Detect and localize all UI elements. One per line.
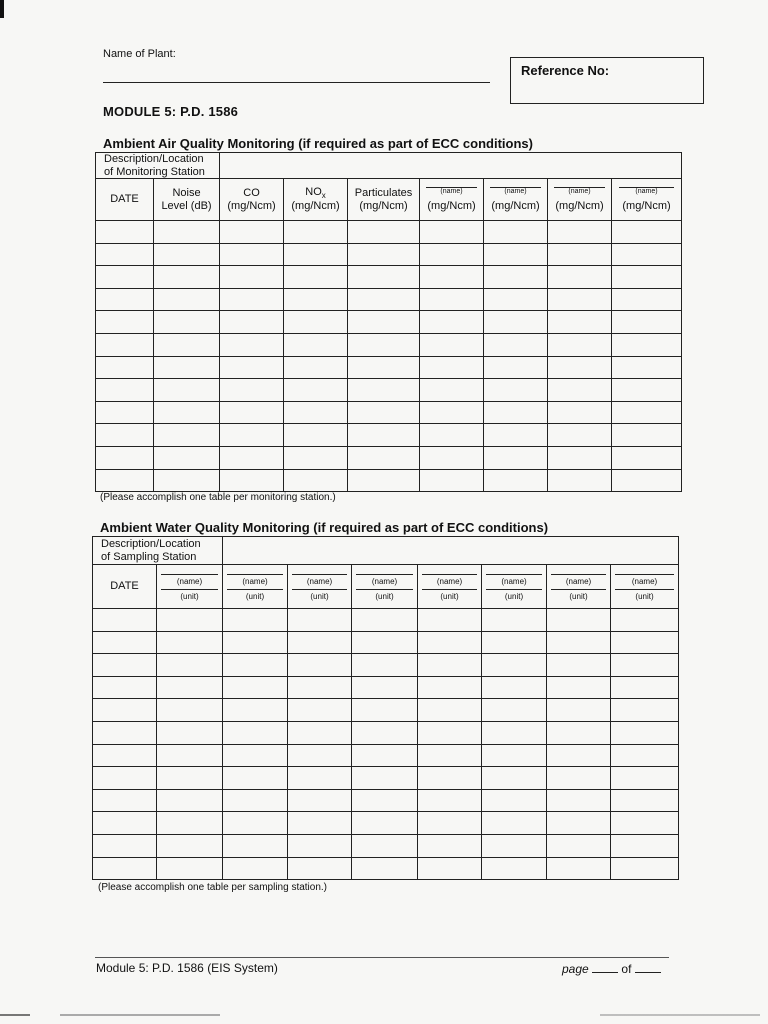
- water-data-cell[interactable]: [223, 699, 288, 722]
- water-param-header: (name) (unit): [157, 565, 223, 609]
- water-data-cell[interactable]: [418, 609, 482, 632]
- water-data-cell[interactable]: [547, 812, 611, 835]
- water-data-cell[interactable]: [418, 721, 482, 744]
- water-data-cell[interactable]: [157, 609, 223, 632]
- air-data-cell[interactable]: [220, 243, 284, 266]
- water-data-cell[interactable]: [157, 789, 223, 812]
- water-data-cell[interactable]: [418, 812, 482, 835]
- air-data-cell[interactable]: [612, 311, 682, 334]
- water-data-cell[interactable]: [288, 609, 352, 632]
- water-data-cell[interactable]: [482, 676, 547, 699]
- water-data-cell[interactable]: [93, 812, 157, 835]
- air-data-cell[interactable]: [612, 469, 682, 492]
- air-nox-header: $NO_x$ (mg/Ncm): [284, 179, 348, 221]
- air-data-cell[interactable]: [220, 446, 284, 469]
- water-data-cell[interactable]: [352, 812, 418, 835]
- air-data-cell[interactable]: [96, 424, 154, 447]
- air-data-row: [96, 288, 682, 311]
- air-data-cell[interactable]: [96, 266, 154, 289]
- water-data-cell[interactable]: [288, 857, 352, 880]
- reference-no-box[interactable]: [510, 57, 704, 104]
- air-data-cell[interactable]: [484, 356, 548, 379]
- water-data-cell[interactable]: [93, 789, 157, 812]
- air-data-cell[interactable]: [96, 288, 154, 311]
- water-data-cell[interactable]: [482, 721, 547, 744]
- air-data-cell[interactable]: [484, 221, 548, 244]
- scan-edge-mark: [0, 0, 4, 18]
- air-data-row: [96, 401, 682, 424]
- air-data-cell[interactable]: [220, 333, 284, 356]
- water-data-row: [93, 654, 679, 677]
- water-data-cell[interactable]: [223, 654, 288, 677]
- air-data-cell[interactable]: [484, 266, 548, 289]
- air-data-cell[interactable]: [612, 446, 682, 469]
- air-data-cell[interactable]: [548, 424, 612, 447]
- water-data-cell[interactable]: [352, 654, 418, 677]
- water-data-cell[interactable]: [482, 699, 547, 722]
- water-data-cell[interactable]: [93, 609, 157, 632]
- water-data-cell[interactable]: [223, 767, 288, 790]
- water-data-cell[interactable]: [223, 789, 288, 812]
- air-custom-header: (name) (mg/Ncm): [548, 179, 612, 221]
- air-table-note: (Please accomplish one table per monitoring station.): [100, 492, 336, 503]
- air-data-cell[interactable]: [420, 243, 484, 266]
- water-data-cell[interactable]: [418, 857, 482, 880]
- water-data-cell[interactable]: [547, 834, 611, 857]
- water-data-cell[interactable]: [157, 631, 223, 654]
- water-data-cell[interactable]: [352, 767, 418, 790]
- water-param-header: (name) (unit): [547, 565, 611, 609]
- air-data-cell[interactable]: [284, 221, 348, 244]
- air-data-cell[interactable]: [96, 469, 154, 492]
- footer-page-number: page of: [562, 962, 661, 976]
- water-data-cell[interactable]: [223, 744, 288, 767]
- water-param-header: (name) (unit): [482, 565, 547, 609]
- water-data-cell[interactable]: [611, 744, 679, 767]
- water-data-cell[interactable]: [418, 699, 482, 722]
- air-data-cell[interactable]: [284, 288, 348, 311]
- air-data-cell[interactable]: [348, 221, 420, 244]
- air-co-header: CO (mg/Ncm): [220, 179, 284, 221]
- water-data-cell[interactable]: [418, 676, 482, 699]
- air-data-cell[interactable]: [612, 379, 682, 402]
- module-title: MODULE 5: P.D. 1586: [103, 104, 239, 119]
- air-quality-table: [95, 152, 682, 492]
- reference-no-label: Reference No:: [521, 63, 610, 78]
- air-data-row: [96, 379, 682, 402]
- air-data-row: [96, 446, 682, 469]
- air-data-cell[interactable]: [220, 288, 284, 311]
- water-param-header: (name) (unit): [288, 565, 352, 609]
- water-data-cell[interactable]: [482, 631, 547, 654]
- air-data-cell[interactable]: [348, 266, 420, 289]
- air-data-cell[interactable]: [348, 243, 420, 266]
- water-data-cell[interactable]: [547, 654, 611, 677]
- water-data-cell[interactable]: [157, 699, 223, 722]
- water-data-cell[interactable]: [611, 699, 679, 722]
- water-data-cell[interactable]: [93, 631, 157, 654]
- air-data-cell[interactable]: [220, 401, 284, 424]
- air-data-cell[interactable]: [220, 311, 284, 334]
- water-data-row: [93, 834, 679, 857]
- air-custom-header: (name) (mg/Ncm): [420, 179, 484, 221]
- air-data-cell[interactable]: [420, 379, 484, 402]
- water-data-cell[interactable]: [352, 744, 418, 767]
- water-data-row: [93, 857, 679, 880]
- air-data-cell[interactable]: [96, 356, 154, 379]
- air-data-cell[interactable]: [612, 401, 682, 424]
- water-data-cell[interactable]: [352, 676, 418, 699]
- water-data-cell[interactable]: [547, 631, 611, 654]
- air-data-cell[interactable]: [548, 333, 612, 356]
- air-data-cell[interactable]: [220, 221, 284, 244]
- footer-rule: [95, 957, 669, 958]
- water-data-cell[interactable]: [93, 767, 157, 790]
- air-data-cell[interactable]: [348, 288, 420, 311]
- water-data-cell[interactable]: [157, 857, 223, 880]
- air-data-cell[interactable]: [612, 266, 682, 289]
- water-data-cell[interactable]: [611, 609, 679, 632]
- water-data-cell[interactable]: [223, 609, 288, 632]
- water-data-row: [93, 609, 679, 632]
- air-data-cell[interactable]: [484, 243, 548, 266]
- water-data-cell[interactable]: [352, 834, 418, 857]
- air-section-title: Ambient Air Quality Monitoring (if required as part of ECC conditions): [103, 136, 533, 151]
- water-data-cell[interactable]: [157, 744, 223, 767]
- water-data-cell[interactable]: [547, 789, 611, 812]
- air-data-cell[interactable]: [154, 266, 220, 289]
- air-data-cell[interactable]: [348, 424, 420, 447]
- air-data-row: [96, 356, 682, 379]
- page-number-blank[interactable]: [592, 962, 618, 973]
- air-data-cell[interactable]: [154, 356, 220, 379]
- air-data-row: [96, 333, 682, 356]
- water-data-cell[interactable]: [611, 789, 679, 812]
- air-data-cell[interactable]: [548, 469, 612, 492]
- water-section-title: Ambient Water Quality Monitoring (if required as part of ECC conditions): [100, 520, 549, 535]
- water-param-header: (name) (unit): [352, 565, 418, 609]
- air-data-cell[interactable]: [484, 424, 548, 447]
- air-header-row: [96, 179, 682, 221]
- water-data-cell[interactable]: [547, 699, 611, 722]
- air-data-cell[interactable]: [548, 243, 612, 266]
- air-custom-header: (name) (mg/Ncm): [612, 179, 682, 221]
- water-data-cell[interactable]: [482, 654, 547, 677]
- air-data-cell[interactable]: [284, 311, 348, 334]
- air-data-cell[interactable]: [220, 266, 284, 289]
- water-data-cell[interactable]: [352, 631, 418, 654]
- water-data-cell[interactable]: [547, 857, 611, 880]
- water-data-row: [93, 812, 679, 835]
- water-data-cell[interactable]: [611, 812, 679, 835]
- plant-name-field[interactable]: [103, 82, 490, 83]
- air-data-cell[interactable]: [154, 221, 220, 244]
- air-data-row: [96, 424, 682, 447]
- water-data-cell[interactable]: [157, 721, 223, 744]
- water-data-cell[interactable]: [352, 699, 418, 722]
- air-data-cell[interactable]: [548, 221, 612, 244]
- water-data-row: [93, 676, 679, 699]
- air-data-cell[interactable]: [420, 288, 484, 311]
- air-data-cell[interactable]: [484, 469, 548, 492]
- water-data-cell[interactable]: [288, 834, 352, 857]
- air-data-cell[interactable]: [284, 446, 348, 469]
- water-data-cell[interactable]: [352, 857, 418, 880]
- air-data-cell[interactable]: [548, 401, 612, 424]
- water-data-cell[interactable]: [547, 744, 611, 767]
- water-data-cell[interactable]: [611, 767, 679, 790]
- water-data-cell[interactable]: [482, 609, 547, 632]
- water-data-cell[interactable]: [157, 834, 223, 857]
- air-data-cell[interactable]: [420, 469, 484, 492]
- water-data-cell[interactable]: [223, 812, 288, 835]
- air-data-cell[interactable]: [484, 288, 548, 311]
- water-data-cell[interactable]: [93, 699, 157, 722]
- water-data-cell[interactable]: [611, 631, 679, 654]
- air-noise-header: Noise Level (dB): [154, 179, 220, 221]
- water-data-row: [93, 744, 679, 767]
- water-data-cell[interactable]: [223, 631, 288, 654]
- water-data-row: [93, 767, 679, 790]
- water-data-cell[interactable]: [547, 676, 611, 699]
- plant-name-label: Name of Plant:: [103, 48, 176, 60]
- water-data-cell[interactable]: [418, 834, 482, 857]
- air-data-row: [96, 266, 682, 289]
- air-data-cell[interactable]: [548, 288, 612, 311]
- water-data-cell[interactable]: [93, 744, 157, 767]
- air-data-cell[interactable]: [96, 379, 154, 402]
- air-data-cell[interactable]: [154, 333, 220, 356]
- water-data-cell[interactable]: [482, 744, 547, 767]
- air-data-cell[interactable]: [420, 266, 484, 289]
- water-data-cell[interactable]: [157, 676, 223, 699]
- air-data-cell[interactable]: [612, 333, 682, 356]
- air-particulates-header: Particulates (mg/Ncm): [348, 179, 420, 221]
- air-data-cell[interactable]: [420, 356, 484, 379]
- water-data-cell[interactable]: [93, 834, 157, 857]
- air-data-row: [96, 243, 682, 266]
- footer-module-label: Module 5: P.D. 1586 (EIS System): [96, 961, 278, 975]
- water-data-cell[interactable]: [611, 857, 679, 880]
- water-data-cell[interactable]: [547, 721, 611, 744]
- air-station-desc-field[interactable]: [220, 153, 682, 179]
- water-data-cell[interactable]: [93, 676, 157, 699]
- air-data-cell[interactable]: [284, 243, 348, 266]
- water-data-cell[interactable]: [93, 654, 157, 677]
- air-data-cell[interactable]: [484, 333, 548, 356]
- water-data-cell[interactable]: [288, 744, 352, 767]
- air-data-cell[interactable]: [154, 401, 220, 424]
- air-data-cell[interactable]: [348, 379, 420, 402]
- water-param-header: (name) (unit): [418, 565, 482, 609]
- air-station-desc-label: Description/Location of Monitoring Station: [96, 153, 220, 179]
- air-data-cell[interactable]: [96, 401, 154, 424]
- air-data-cell[interactable]: [284, 356, 348, 379]
- air-data-cell[interactable]: [612, 243, 682, 266]
- air-data-cell[interactable]: [154, 424, 220, 447]
- water-data-cell[interactable]: [223, 676, 288, 699]
- water-data-cell[interactable]: [418, 767, 482, 790]
- water-data-cell[interactable]: [418, 654, 482, 677]
- water-station-desc-label: Description/Location of Sampling Station: [93, 537, 223, 565]
- air-data-cell[interactable]: [284, 333, 348, 356]
- air-data-cell[interactable]: [96, 333, 154, 356]
- water-data-cell[interactable]: [288, 812, 352, 835]
- air-data-cell[interactable]: [284, 401, 348, 424]
- water-data-cell[interactable]: [611, 721, 679, 744]
- water-data-cell[interactable]: [288, 721, 352, 744]
- air-data-cell[interactable]: [420, 401, 484, 424]
- scan-bottom-edge: [0, 1014, 768, 1016]
- air-data-cell[interactable]: [154, 311, 220, 334]
- air-data-cell[interactable]: [284, 266, 348, 289]
- air-data-cell[interactable]: [484, 401, 548, 424]
- air-data-cell[interactable]: [348, 446, 420, 469]
- water-data-cell[interactable]: [611, 676, 679, 699]
- water-data-cell[interactable]: [157, 654, 223, 677]
- air-data-cell[interactable]: [612, 221, 682, 244]
- water-data-cell[interactable]: [288, 699, 352, 722]
- water-data-cell[interactable]: [157, 812, 223, 835]
- water-data-cell[interactable]: [352, 789, 418, 812]
- air-data-cell[interactable]: [420, 333, 484, 356]
- water-data-cell[interactable]: [352, 721, 418, 744]
- air-data-cell[interactable]: [348, 401, 420, 424]
- water-station-desc-field[interactable]: [223, 537, 679, 565]
- air-data-cell[interactable]: [348, 469, 420, 492]
- page-total-blank[interactable]: [635, 962, 661, 973]
- water-data-cell[interactable]: [288, 654, 352, 677]
- water-data-cell[interactable]: [288, 676, 352, 699]
- water-data-cell[interactable]: [547, 609, 611, 632]
- water-data-row: [93, 721, 679, 744]
- air-data-cell[interactable]: [420, 311, 484, 334]
- air-data-cell[interactable]: [154, 243, 220, 266]
- water-data-row: [93, 631, 679, 654]
- water-data-cell[interactable]: [611, 834, 679, 857]
- air-data-cell[interactable]: [548, 311, 612, 334]
- air-data-cell[interactable]: [154, 288, 220, 311]
- water-data-row: [93, 789, 679, 812]
- water-data-cell[interactable]: [418, 789, 482, 812]
- water-data-cell[interactable]: [223, 857, 288, 880]
- water-data-cell[interactable]: [157, 767, 223, 790]
- water-data-cell[interactable]: [547, 767, 611, 790]
- air-data-cell[interactable]: [284, 469, 348, 492]
- water-data-cell[interactable]: [418, 744, 482, 767]
- air-data-cell[interactable]: [612, 356, 682, 379]
- air-date-header: DATE: [96, 179, 154, 221]
- air-data-cell[interactable]: [154, 446, 220, 469]
- water-data-cell[interactable]: [93, 721, 157, 744]
- water-data-cell[interactable]: [482, 789, 547, 812]
- water-data-cell[interactable]: [418, 631, 482, 654]
- air-data-cell[interactable]: [484, 311, 548, 334]
- water-data-cell[interactable]: [223, 721, 288, 744]
- air-data-cell[interactable]: [612, 424, 682, 447]
- water-data-cell[interactable]: [482, 834, 547, 857]
- air-data-cell[interactable]: [220, 356, 284, 379]
- water-param-header: (name) (unit): [611, 565, 679, 609]
- air-data-cell[interactable]: [484, 379, 548, 402]
- air-data-cell[interactable]: [154, 379, 220, 402]
- water-table-note: (Please accomplish one table per sampling station.): [98, 882, 328, 893]
- air-data-cell[interactable]: [220, 469, 284, 492]
- water-data-cell[interactable]: [352, 609, 418, 632]
- air-data-row: [96, 311, 682, 334]
- air-data-cell[interactable]: [284, 379, 348, 402]
- air-data-cell[interactable]: [420, 221, 484, 244]
- water-data-cell[interactable]: [482, 812, 547, 835]
- water-quality-table: [92, 536, 679, 880]
- air-data-cell[interactable]: [484, 446, 548, 469]
- water-date-header: DATE: [93, 565, 157, 609]
- air-data-row: [96, 221, 682, 244]
- air-data-cell[interactable]: [96, 243, 154, 266]
- water-data-row: [93, 699, 679, 722]
- air-data-cell[interactable]: [612, 288, 682, 311]
- water-data-cell[interactable]: [93, 857, 157, 880]
- air-data-cell[interactable]: [548, 356, 612, 379]
- air-custom-header: (name) (mg/Ncm): [484, 179, 548, 221]
- air-data-cell[interactable]: [284, 424, 348, 447]
- air-data-cell[interactable]: [548, 446, 612, 469]
- water-data-cell[interactable]: [288, 631, 352, 654]
- air-data-cell[interactable]: [548, 266, 612, 289]
- air-data-cell[interactable]: [220, 424, 284, 447]
- air-data-cell[interactable]: [220, 379, 284, 402]
- air-data-cell[interactable]: [348, 333, 420, 356]
- air-data-cell[interactable]: [420, 446, 484, 469]
- air-data-cell[interactable]: [348, 356, 420, 379]
- air-data-cell[interactable]: [154, 469, 220, 492]
- air-data-cell[interactable]: [96, 446, 154, 469]
- air-data-cell[interactable]: [420, 424, 484, 447]
- water-param-header: (name) (unit): [223, 565, 288, 609]
- air-data-cell[interactable]: [96, 221, 154, 244]
- water-header-row: [93, 565, 679, 609]
- water-data-cell[interactable]: [288, 767, 352, 790]
- water-data-cell[interactable]: [223, 834, 288, 857]
- water-data-cell[interactable]: [482, 857, 547, 880]
- water-data-cell[interactable]: [482, 767, 547, 790]
- water-data-cell[interactable]: [288, 789, 352, 812]
- air-data-cell[interactable]: [348, 311, 420, 334]
- air-data-row: [96, 469, 682, 492]
- air-data-cell[interactable]: [548, 379, 612, 402]
- water-data-cell[interactable]: [611, 654, 679, 677]
- air-data-cell[interactable]: [96, 311, 154, 334]
